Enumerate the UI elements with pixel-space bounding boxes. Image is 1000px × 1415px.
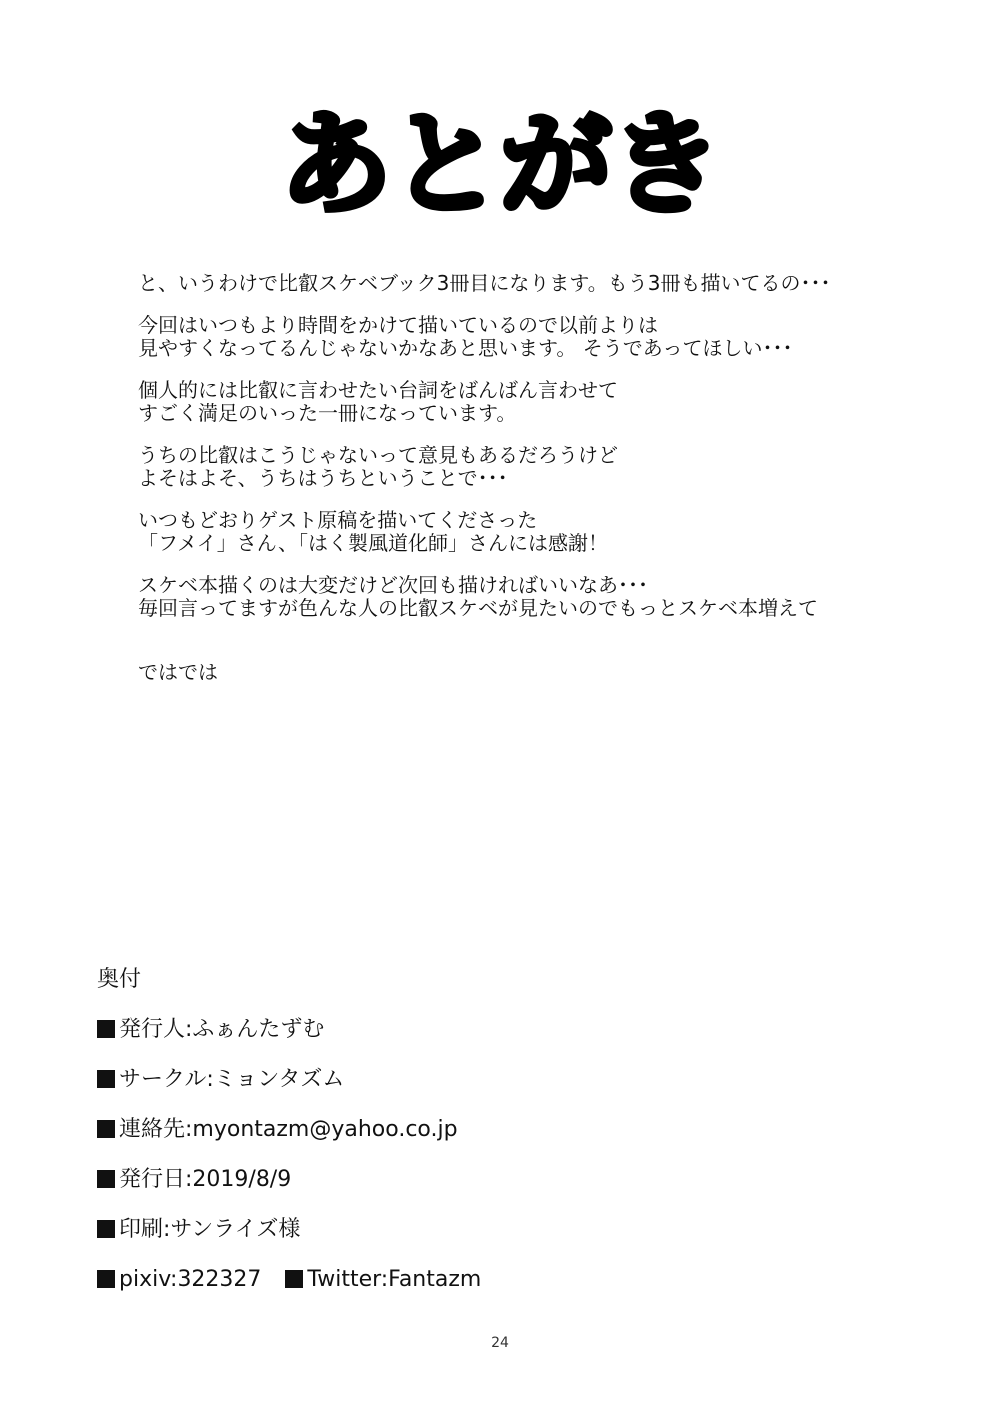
text-line: 今回はいつもより時間をかけて描いているので以前よりは [138,313,658,337]
paragraph [138,272,898,295]
text-line: 個人的には比叡に言わせたい台詞をばんばん言わせて [138,378,618,402]
paragraph [138,509,898,555]
text-line: 毎回言ってますが色んな人の比叡スケベが見たいのでもっとスケベ本増えて [138,596,818,620]
page-title: あとがき [280,100,720,230]
colophon-circle: サークル:ミョンタズム [97,1066,897,1094]
closing-line: ではでは [138,660,218,684]
colophon-heading: 奥付 [97,967,142,992]
colophon-printer: 印刷:サンライズ様 [97,1216,897,1244]
square-bullet-icon [97,1120,115,1138]
colophon [97,966,897,1316]
square-bullet-icon [97,1270,115,1288]
text-line: 見やすくなってるんじゃないかなあと思います。 そうであってほしい･･･ [138,336,793,360]
text-line: と、いうわけで比叡スケベブック3冊目になります。もう3冊も描いてるの･･･ [138,271,831,295]
text-line: スケベ本描くのは大変だけど次回も描ければいいなあ･･･ [138,573,648,597]
text-line: よそはよそ、うちはうちということで･･･ [138,466,508,490]
square-bullet-icon [285,1270,303,1288]
colophon-links [97,1266,897,1294]
square-bullet-icon [97,1020,115,1038]
text-line: 「フメイ」さん、「はく製風道化師」さんには感謝！ [138,531,608,555]
paragraph [138,444,898,490]
twitter-handle: Twitter:Fantazm [307,1267,482,1292]
text-line: すごく満足のいった一冊になっています。 [138,401,517,425]
pixiv-id: pixiv:322327 [119,1267,262,1292]
afterword-body [138,272,898,639]
colophon-contact: 連絡先:myontazm@yahoo.co.jp [97,1116,897,1144]
text-line: うちの比叡はこうじゃないって意見もあるだろうけど [138,443,618,467]
square-bullet-icon [97,1170,115,1188]
text-line: いつもどおりゲスト原稿を描いてくださった [138,508,538,532]
colophon-date: 発行日:2019/8/9 [97,1166,897,1194]
square-bullet-icon [97,1070,115,1088]
paragraph [138,314,898,360]
square-bullet-icon [97,1220,115,1238]
page-number: 24 [491,1335,509,1351]
paragraph [138,379,898,425]
paragraph [138,574,898,620]
colophon-publisher: 発行人:ふぁんたずむ [97,1016,897,1044]
